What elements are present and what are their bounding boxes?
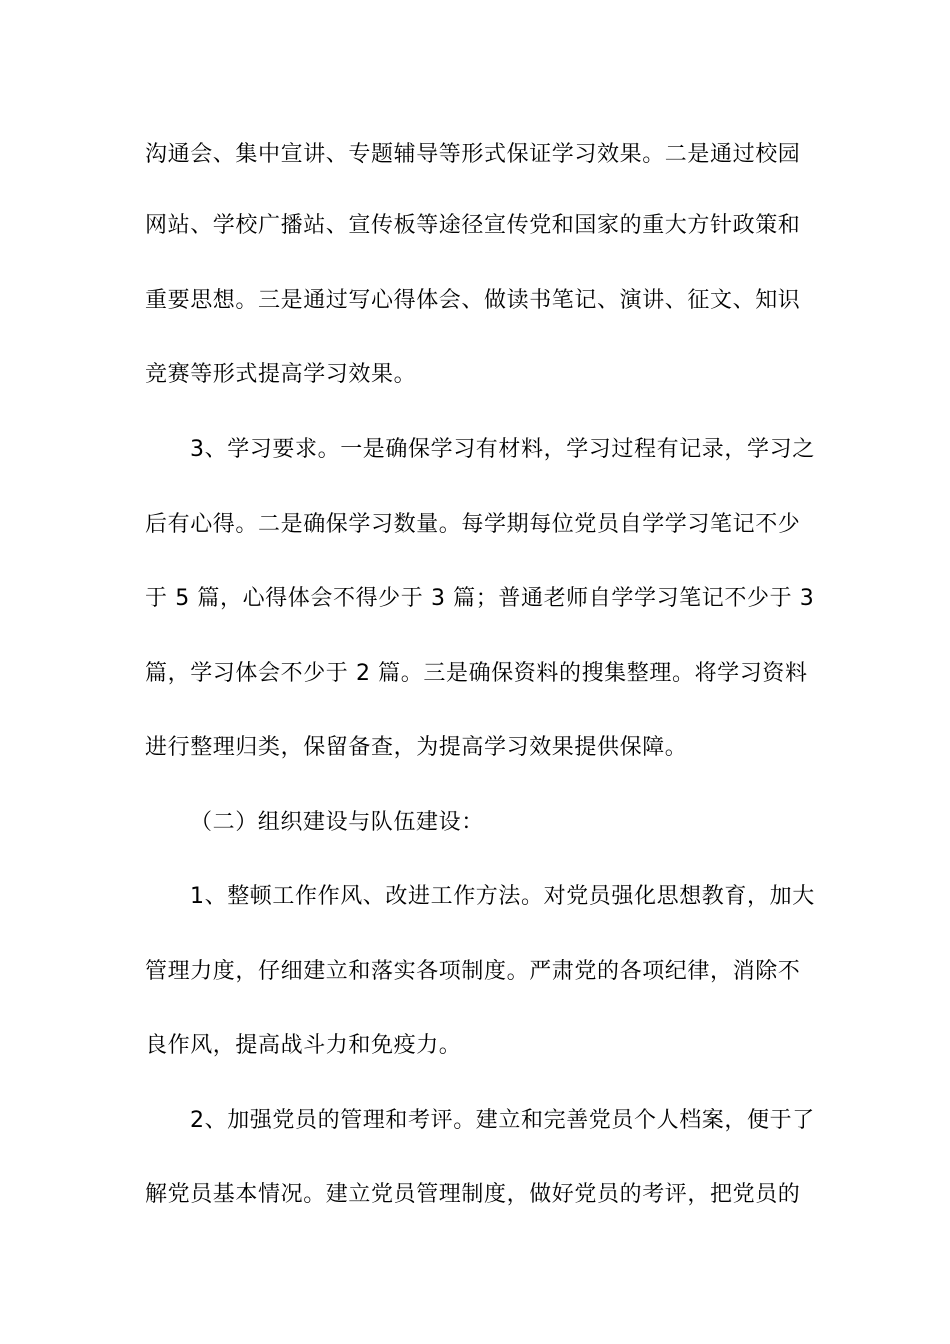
paragraph-line: 竞赛等形式提高学习效果。 [145, 362, 417, 387]
paragraph-line: 重要思想。三是通过写心得体会、做读书笔记、演讲、征文、知识 [145, 288, 801, 313]
paragraph-line: 篇，学习体会不少于 2 篇。三是确保资料的搜集整理。将学习资料 [145, 661, 808, 686]
paragraph-line: 1、整顿工作作风、改进工作方法。对党员强化思想教育，加大 [190, 884, 815, 909]
paragraph-line: 管理力度，仔细建立和落实各项制度。严肃党的各项纪律，消除不 [145, 959, 801, 984]
paragraph-line: 进行整理归类，保留备查，为提高学习效果提供保障。 [145, 735, 688, 760]
paragraph-line: 良作风，提高战斗力和免疫力。 [145, 1033, 462, 1058]
paragraph-line: 3、学习要求。一是确保学习有材料，学习过程有记录，学习之 [190, 437, 815, 462]
paragraph-line: 网站、学校广播站、宣传板等途径宣传党和国家的重大方针政策和 [145, 213, 801, 238]
paragraph-line: 解党员基本情况。建立党员管理制度，做好党员的考评，把党员的 [145, 1182, 801, 1207]
section-heading: （二）组织建设与队伍建设： [190, 810, 484, 835]
paragraph-line: 2、加强党员的管理和考评。建立和完善党员个人档案，便于了 [190, 1108, 815, 1133]
paragraph-line: 后有心得。二是确保学习数量。每学期每位党员自学学习笔记不少 [145, 512, 801, 537]
paragraph-line: 沟通会、集中宣讲、专题辅导等形式保证学习效果。二是通过校园 [145, 142, 801, 167]
paragraph-line: 于 5 篇，心得体会不得少于 3 篇；普通老师自学学习笔记不少于 3 [145, 586, 815, 611]
